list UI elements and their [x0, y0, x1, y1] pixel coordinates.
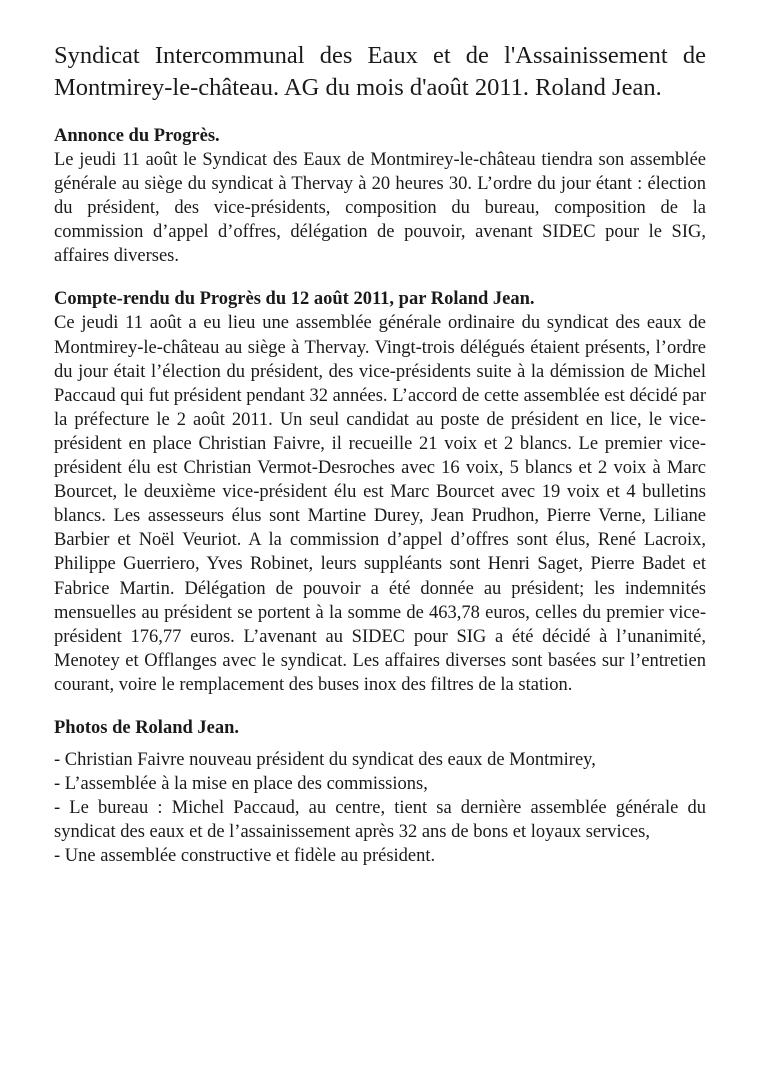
announcement-body: Le jeudi 11 août le Syndicat des Eaux de Montmirey-le-château tiendra son assemblée générale au siège du syndicat à Thervay à 20 heures 30. L’ordre du jour étant : élection du président, des vice-présidents, composition du bureau, composition de la commission d’appel d’offres, délégation de pouvoir, avenant SIDEC pour le SIG, affaires diverses. — [54, 150, 706, 267]
report-section — [54, 287, 706, 697]
announcement-section — [54, 124, 706, 268]
document-page — [54, 40, 706, 887]
report-body: Ce jeudi 11 août a eu lieu une assemblée générale ordinaire du syndicat des eaux de Montmirey-le-château au siège à Thervay. Vingt-trois délégués étaient présents, l’ordre du jour était l’élection du président, des vice-présidents suite à la démission de Michel Paccaud qui fut président pendant 32 années. L’accord de cette assemblée est décidé par la préfecture le 2 août 2011. Un seul candidat au poste de président en lice, le vice-président en place Christian Faivre, il recueille 21 voix et 2 blancs. Le premier vice-président élu est Christian Vermot-Desroches avec 16 voix, 5 blancs et 2 voix à Marc Bourcet, le deuxième vice-président élu est Marc Bourcet avec 19 voix et 4 bulletins blancs. Les assesseurs élus sont Martine Durey, Jean Prudhon, Pierre Verne, Liliane Barbier et Noël Veuriot. A la commission d’appel d’offres sont élus, René Lacroix, Philippe Guerriero, Yves Robinet, leurs suppléants sont Henri Saget, Pierre Badet et Fabrice Martin. Délégation de pouvoir a été donnée au président; les indemnités mensuelles au président se portent à la somme de 463,78 euros, celles du premier vice-président 176,77 euros. L’avenant au SIDEC pour SIG a été décidé à l’unanimité, Menotey et Offlanges avec le syndicat. Les affaires diverses sont basées sur l’entretien courant, voire le remplacement des buses inox des filtres de la station. — [54, 313, 706, 695]
announcement-heading: Annonce du Progrès. — [54, 126, 220, 146]
report-heading: Compte-rendu du Progrès du 12 août 2011, par Roland Jean. — [54, 289, 535, 310]
document-title: Syndicat Intercommunal des Eaux et de l'Assainissement de Montmirey-le-château. AG du mois d'août 2011. Roland Jean. — [54, 42, 706, 101]
photo-caption: - Christian Faivre nouveau président du syndicat des eaux de Montmirey, — [54, 749, 596, 770]
photos-section — [54, 716, 706, 868]
photos-heading: Photos de Roland Jean. — [54, 717, 240, 738]
photo-caption: - L’assemblée à la mise en place des commissions, — [54, 774, 428, 795]
photo-caption: - Le bureau : Michel Paccaud, au centre, tient sa dernière assemblée générale du syndicat des eaux et de l’assainissement après 32 ans de bons et loyaux services, — [54, 798, 706, 843]
photo-caption: - Une assemblée constructive et fidèle au président. — [54, 846, 436, 867]
